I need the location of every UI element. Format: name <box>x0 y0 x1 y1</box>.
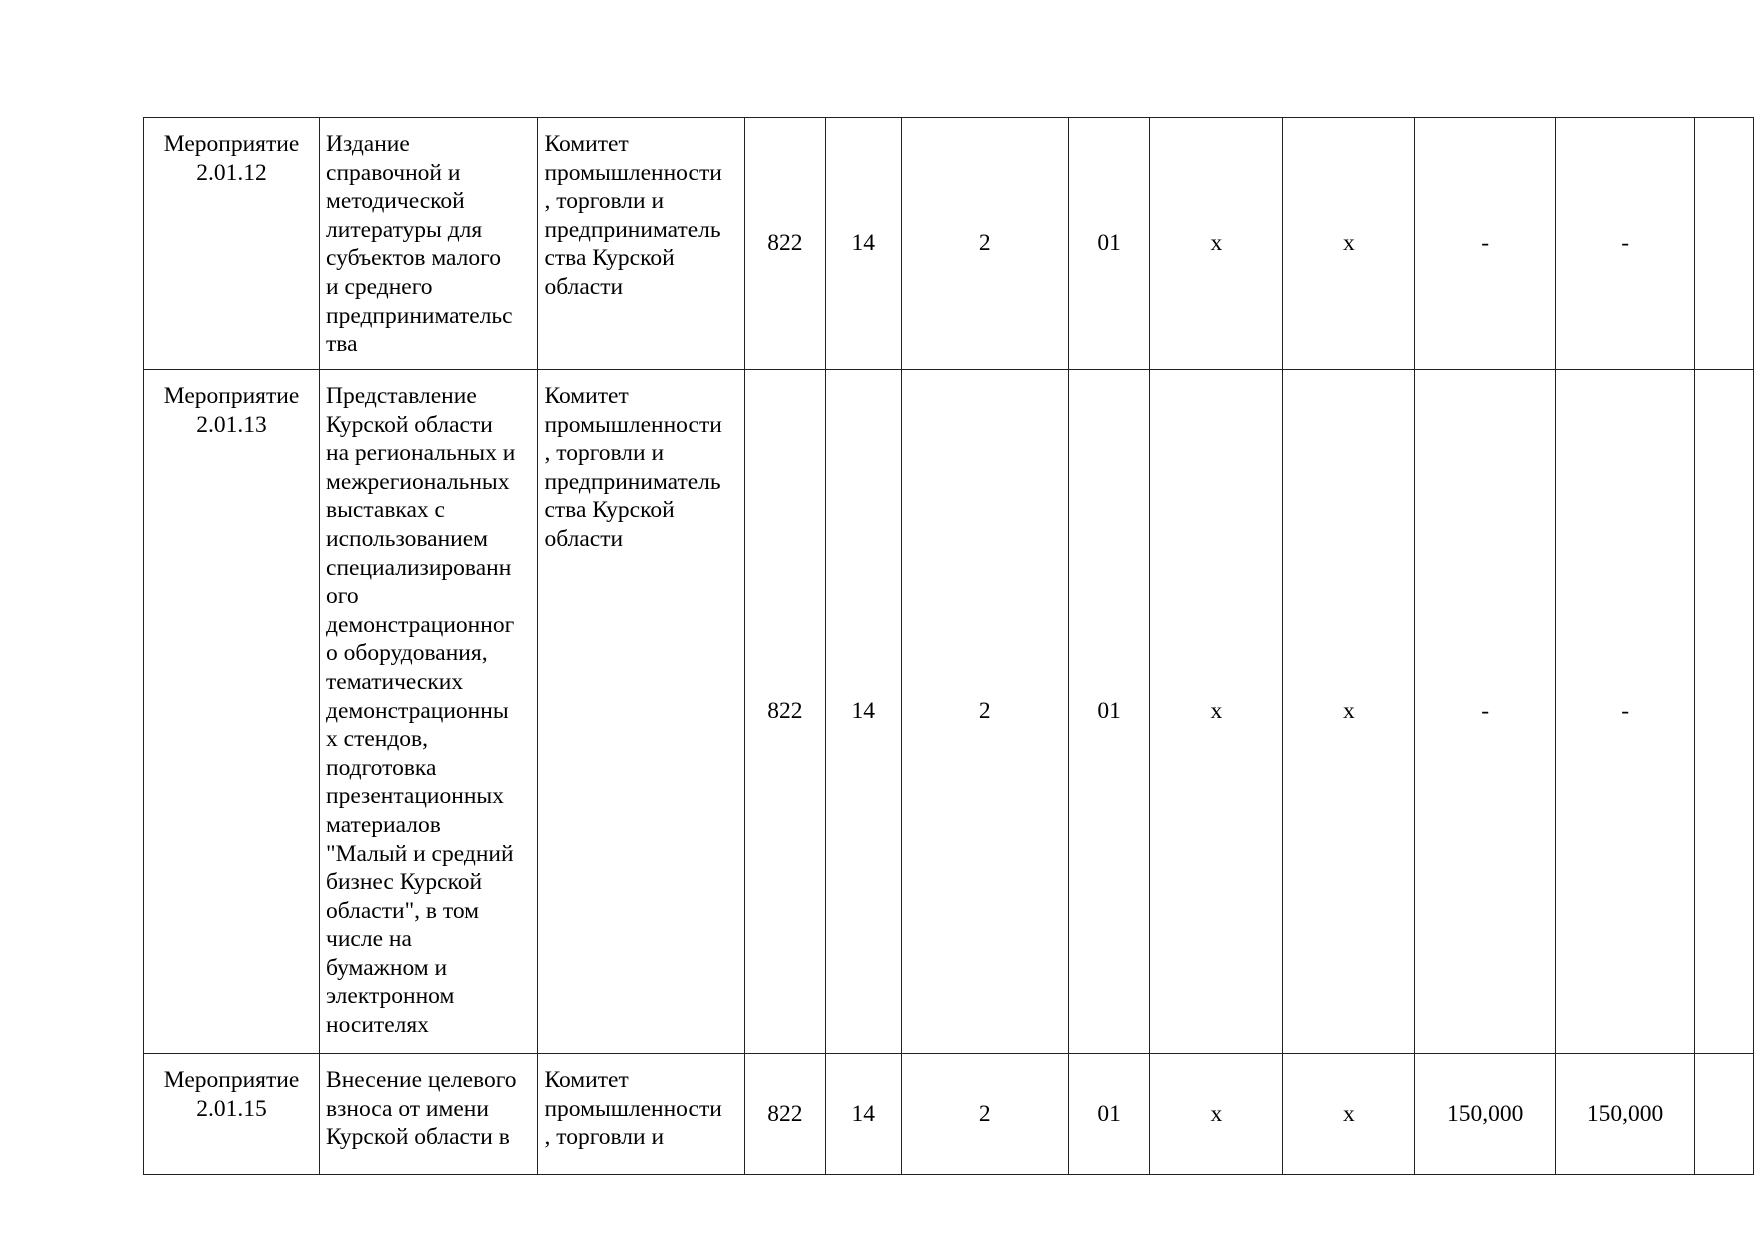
responsible-cell <box>538 1054 745 1175</box>
event-code: Мероприятие 2.01.15 <box>163 1067 300 1122</box>
event-code: Мероприятие 2.01.12 <box>163 131 300 186</box>
event-description: Издание справочной и методической литературы для субъектов малого и среднего предпринимательс тва <box>326 131 513 358</box>
cut-off-cell <box>1695 118 1754 370</box>
code-cell-5: x <box>1283 118 1415 370</box>
table-row <box>144 118 1754 370</box>
amount-cell-1: - <box>1415 370 1555 1054</box>
event-cell <box>144 370 320 1054</box>
table-row <box>144 370 1754 1054</box>
responsible-executor: Комитет промышленности , торговли и предприниматель ства Курской области <box>544 131 722 300</box>
code-cell-1: 14 <box>825 370 901 1054</box>
grbs-cell: 822 <box>744 370 825 1054</box>
responsible-executor: Комитет промышленности , торговли и предприниматель ства Курской области <box>544 383 722 552</box>
code-cell-4: x <box>1150 1054 1283 1175</box>
code-cell-4: x <box>1150 370 1283 1054</box>
code-cell-2: 2 <box>901 118 1068 370</box>
code-cell-5: x <box>1283 1054 1415 1175</box>
description-cell <box>320 118 538 370</box>
responsible-executor: Комитет промышленности , торговли и <box>544 1067 722 1151</box>
grbs-cell: 822 <box>744 118 825 370</box>
code-cell-4: x <box>1150 118 1283 370</box>
amount-cell-2: 150,000 <box>1555 1054 1694 1175</box>
code-cell-3: 01 <box>1068 1054 1150 1175</box>
amount-cell-1: 150,000 <box>1415 1054 1555 1175</box>
code-cell-2: 2 <box>901 1054 1068 1175</box>
amount-cell-2: - <box>1555 370 1694 1054</box>
code-cell-1: 14 <box>825 1054 901 1175</box>
responsible-cell <box>538 370 745 1054</box>
amount-cell-2: - <box>1555 118 1694 370</box>
grbs-cell: 822 <box>744 1054 825 1175</box>
description-cell <box>320 370 538 1054</box>
table-row <box>144 1054 1754 1175</box>
code-cell-5: x <box>1283 370 1415 1054</box>
budget-table <box>143 117 1754 1175</box>
responsible-cell <box>538 118 745 370</box>
event-description: Представление Курской области на региональных и межрегиональных выставках с использованием специализированн ого демонстрационног о оборудования, тематических демонстрационны х стендов, подготовка презентационных материалов "Малый и средний бизнес Курской области", в том числе на бумажном и электронном носителях <box>326 383 516 1039</box>
event-code: Мероприятие 2.01.13 <box>163 383 300 438</box>
code-cell-3: 01 <box>1068 370 1150 1054</box>
code-cell-2: 2 <box>901 370 1068 1054</box>
cut-off-cell <box>1695 1054 1754 1175</box>
cut-off-cell <box>1695 370 1754 1054</box>
event-cell <box>144 118 320 370</box>
code-cell-1: 14 <box>825 118 901 370</box>
event-description: Внесение целевого взноса от имени Курской области в <box>326 1067 517 1151</box>
amount-cell-1: - <box>1415 118 1555 370</box>
event-cell <box>144 1054 320 1175</box>
code-cell-3: 01 <box>1068 118 1150 370</box>
description-cell <box>320 1054 538 1175</box>
